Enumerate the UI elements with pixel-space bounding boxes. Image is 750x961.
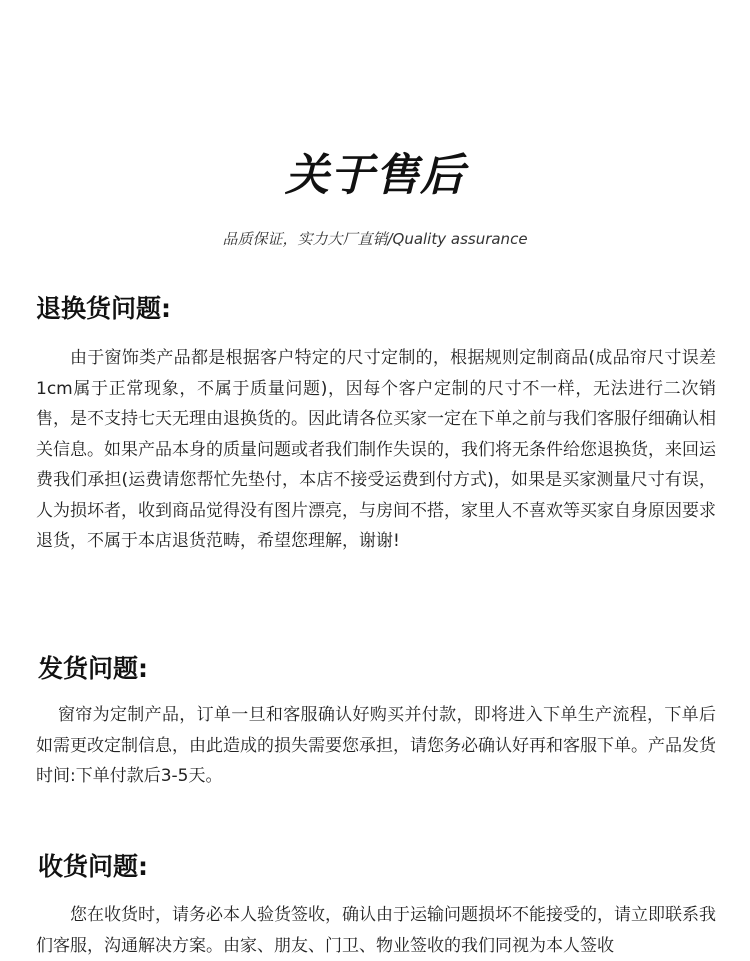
section-body-receiving: 您在收货时，请务必本人验货签收，确认由于运输问题损坏不能接受的，请立即联系我们客服，沟通解决方案。由家、朋友、门卫、物业签收的我们同视为本人签收 [36,905,716,956]
page-subtitle: 品质保证，实力大厂直销/Quality assurance [222,230,528,248]
page-title: 关于售后 [285,150,465,201]
section-body-shipping: 窗帘为定制产品，订单一旦和客服确认好购买并付款，即将进入下单生产流程，下单后如需更改定制信息，由此造成的损失需要您承担，请您务必确认好再和客服下单。产品发货时间:下单付款后3-5天。 [36,705,716,786]
section-heading-returns: 退换货问题: [36,294,171,323]
section-body-returns: 由于窗饰类产品都是根据客户特定的尺寸定制的，根据规则定制商品(成品帘尺寸误差1cm属于正常现象，不属于质量问题)，因每个客户定制的尺寸不一样，无法进行二次销售，是不支持七天无理由退换货的。因此请各位买家一定在下单之前与我们客服仔细确认相关信息。如果产品本身的质量问题或者我们制作失误的，我们将无条件给您退换货，来回运费我们承担(运费请您帮忙先垫付，本店不接受运费到付方式)，如果是买家测量尺寸有误，人为损坏者，收到商品觉得没有图片漂亮，与房间不搭，家里人不喜欢等买家自身原因要求退货，不属于本店退货范畴，希望您理解，谢谢! [36,348,716,551]
section-heading-shipping: 发货问题: [38,654,148,683]
section-heading-receiving: 收货问题: [38,852,148,881]
